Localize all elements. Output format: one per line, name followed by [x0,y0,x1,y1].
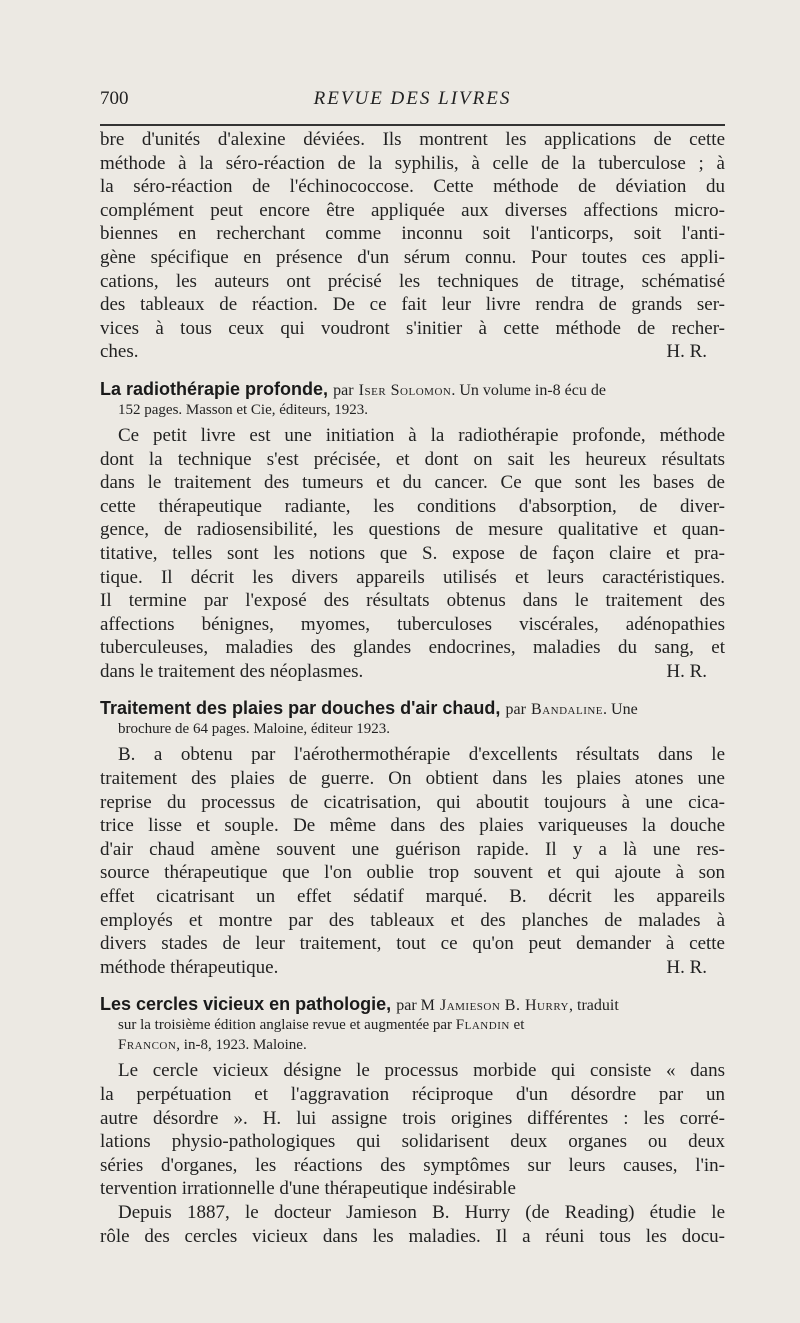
review-plaies [100,697,725,979]
text-line: Il termine par l'exposé des résultats obtenus dans le traitement des [100,590,725,612]
text-line: Depuis 1887, le docteur Jamieson B. Hurry (de Reading) étudie le [118,1201,725,1223]
text-line [100,340,725,364]
review-cercles-vicieux [100,993,725,1248]
publication-info-text: , in-8, 1923. Maloine. [176,1037,307,1054]
text-line: lations physio-pathologiques qui solidarisent deux organes ou deux [100,1131,725,1153]
review-author: Jamieson B. Hurry [439,997,569,1015]
header-rule [100,124,725,126]
running-title: REVUE DES LIVRES [313,88,512,109]
publication-info-line [100,1035,725,1055]
signature: H. R. [666,660,707,682]
text-line: la séro-réaction de l'échinococcose. Cette méthode de déviation du [100,176,725,198]
text-line: gène spécifique en présence d'un sérum connu. Pour toutes ces appli- [100,246,725,268]
translator-name: Francon [118,1037,177,1054]
review-author: Iser Solomon [358,381,452,399]
review-heading [100,697,725,719]
page-number: 700 [100,88,129,109]
text-line: autre désordre ». H. lui assigne trois origines différentes : les corré- [100,1107,725,1129]
page-header [100,88,725,114]
publication-info-line [100,1015,725,1035]
intro-paragraph [100,128,725,364]
publication-info-text: sur la troisième édition anglaise revue et augmentée par [118,1017,453,1034]
text-line: reprise du processus de cicatrisation, qui aboutit toujours à une cica- [100,791,725,813]
last-line-text: méthode thérapeutique. [100,956,279,978]
text-line: effet cicatrisant un effet sédatif marqué. B. décrit les appareils [100,886,725,908]
text-line: divers stades de leur traitement, tout ce qu'on peut demander à cette [100,933,725,955]
review-heading [100,993,725,1015]
review-heading [100,378,725,400]
author-prefix: par [505,701,526,719]
publication-info-line: 152 pages. Masson et Cie, éditeurs, 1923. [118,401,368,418]
text-line: B. a obtenu par l'aérothermothérapie d'excellents résultats dans le [118,744,725,766]
text-line: d'air chaud amène souvent une guérison rapide. Il y a là une res- [100,838,725,860]
last-line-text: dans le traitement des néoplasmes. [100,660,364,682]
text-line: affections bénignes, myomes, tuberculoses viscérales, adénopathies [100,613,725,635]
review-title: La radiothérapie profonde, [100,378,329,399]
text-line: des tableaux de réaction. De ce fait leur livre rendra de grands ser- [100,294,725,316]
review-title-group [100,697,638,721]
translator-name: Flandin [455,1017,510,1034]
publication-info: . Une [603,701,638,719]
publication-info-text: et [513,1017,525,1034]
publication-info: , traduit [569,997,619,1015]
author-prefix: par M [396,997,435,1015]
text-line: complément peut encore être appliquée aux diverses affections micro- [100,199,725,221]
text-line: méthode à la séro-réaction de la syphilis, à celle de la tuberculose ; à [100,152,725,174]
text-line: source thérapeutique que l'on oublie trop souvent et qui ajoute à son [100,862,725,884]
page-body [100,128,725,1248]
text-line: tuberculeuses, maladies des glandes endocrines, maladies du sang, et [100,637,725,659]
text-line: employés et montre par des tableaux et des planches de malades à [100,909,725,931]
last-line-text: ches. [100,341,139,363]
text-line: tervention irrationnelle d'une thérapeutique indésirable [100,1178,516,1200]
signature: H. R. [666,956,707,978]
text-line: titative, telles sont les notions que S. expose de façon claire et pra- [100,542,725,564]
text-line: cette thérapeutique radiante, les conditions d'absorption, de diver- [100,495,725,517]
text-line: séries d'organes, les réactions des symptômes sur leurs causes, l'in- [100,1154,725,1176]
text-line: tique. Il décrit les divers appareils utilisés et leurs caractéristiques. [100,566,725,588]
text-line: vices à tous ceux qui voudront s'initier à cette méthode de recher- [100,317,725,339]
text-line: cations, les auteurs ont précisé les techniques de titrage, schématisé [100,270,725,292]
signature: H. R. [666,341,707,363]
text-line: gence, de radiosensibilité, les questions de mesure qualitative et quan- [100,519,725,541]
publication-info: . Un volume in-8 écu de [451,381,606,399]
author-prefix: par [333,381,354,399]
text-line [100,956,725,980]
text-line [100,660,725,684]
text-line: biennes en recherchant comme inconnu soit l'anticorps, soit l'anti- [100,223,725,245]
text-line: traitement des plaies de guerre. On obtient dans les plaies atones une [100,768,725,790]
text-line: bre d'unités d'alexine déviées. Ils montrent les applications de cette [100,129,725,150]
review-title: Les cercles vicieux en pathologie, [100,994,392,1015]
publication-info-line: brochure de 64 pages. Maloine, éditeur 1923. [118,721,390,738]
review-title-group [100,378,606,402]
text-line: Le cercle vicieux désigne le processus morbide qui consiste « dans [118,1060,725,1082]
review-author: Bandaline [531,701,604,719]
text-line: rôle des cercles vicieux dans les maladies. Il a réuni tous les docu- [100,1225,725,1247]
text-line: Ce petit livre est une initiation à la radiothérapie profonde, méthode [118,424,725,446]
text-line: dont la technique s'est précisée, et dont on sait les heureux résultats [100,448,725,470]
text-line: trice lisse et souple. De même dans des plaies variqueuses la douche [100,815,725,837]
review-title: Traitement des plaies par douches d'air chaud, [100,698,501,719]
text-line: dans le traitement des tumeurs et du cancer. Ce que sont les bases de [100,472,725,494]
review-title-group [100,993,619,1017]
review-radiotherapie [100,378,725,684]
text-line: la perpétuation et l'aggravation réciproque d'un désordre par un [100,1084,725,1105]
